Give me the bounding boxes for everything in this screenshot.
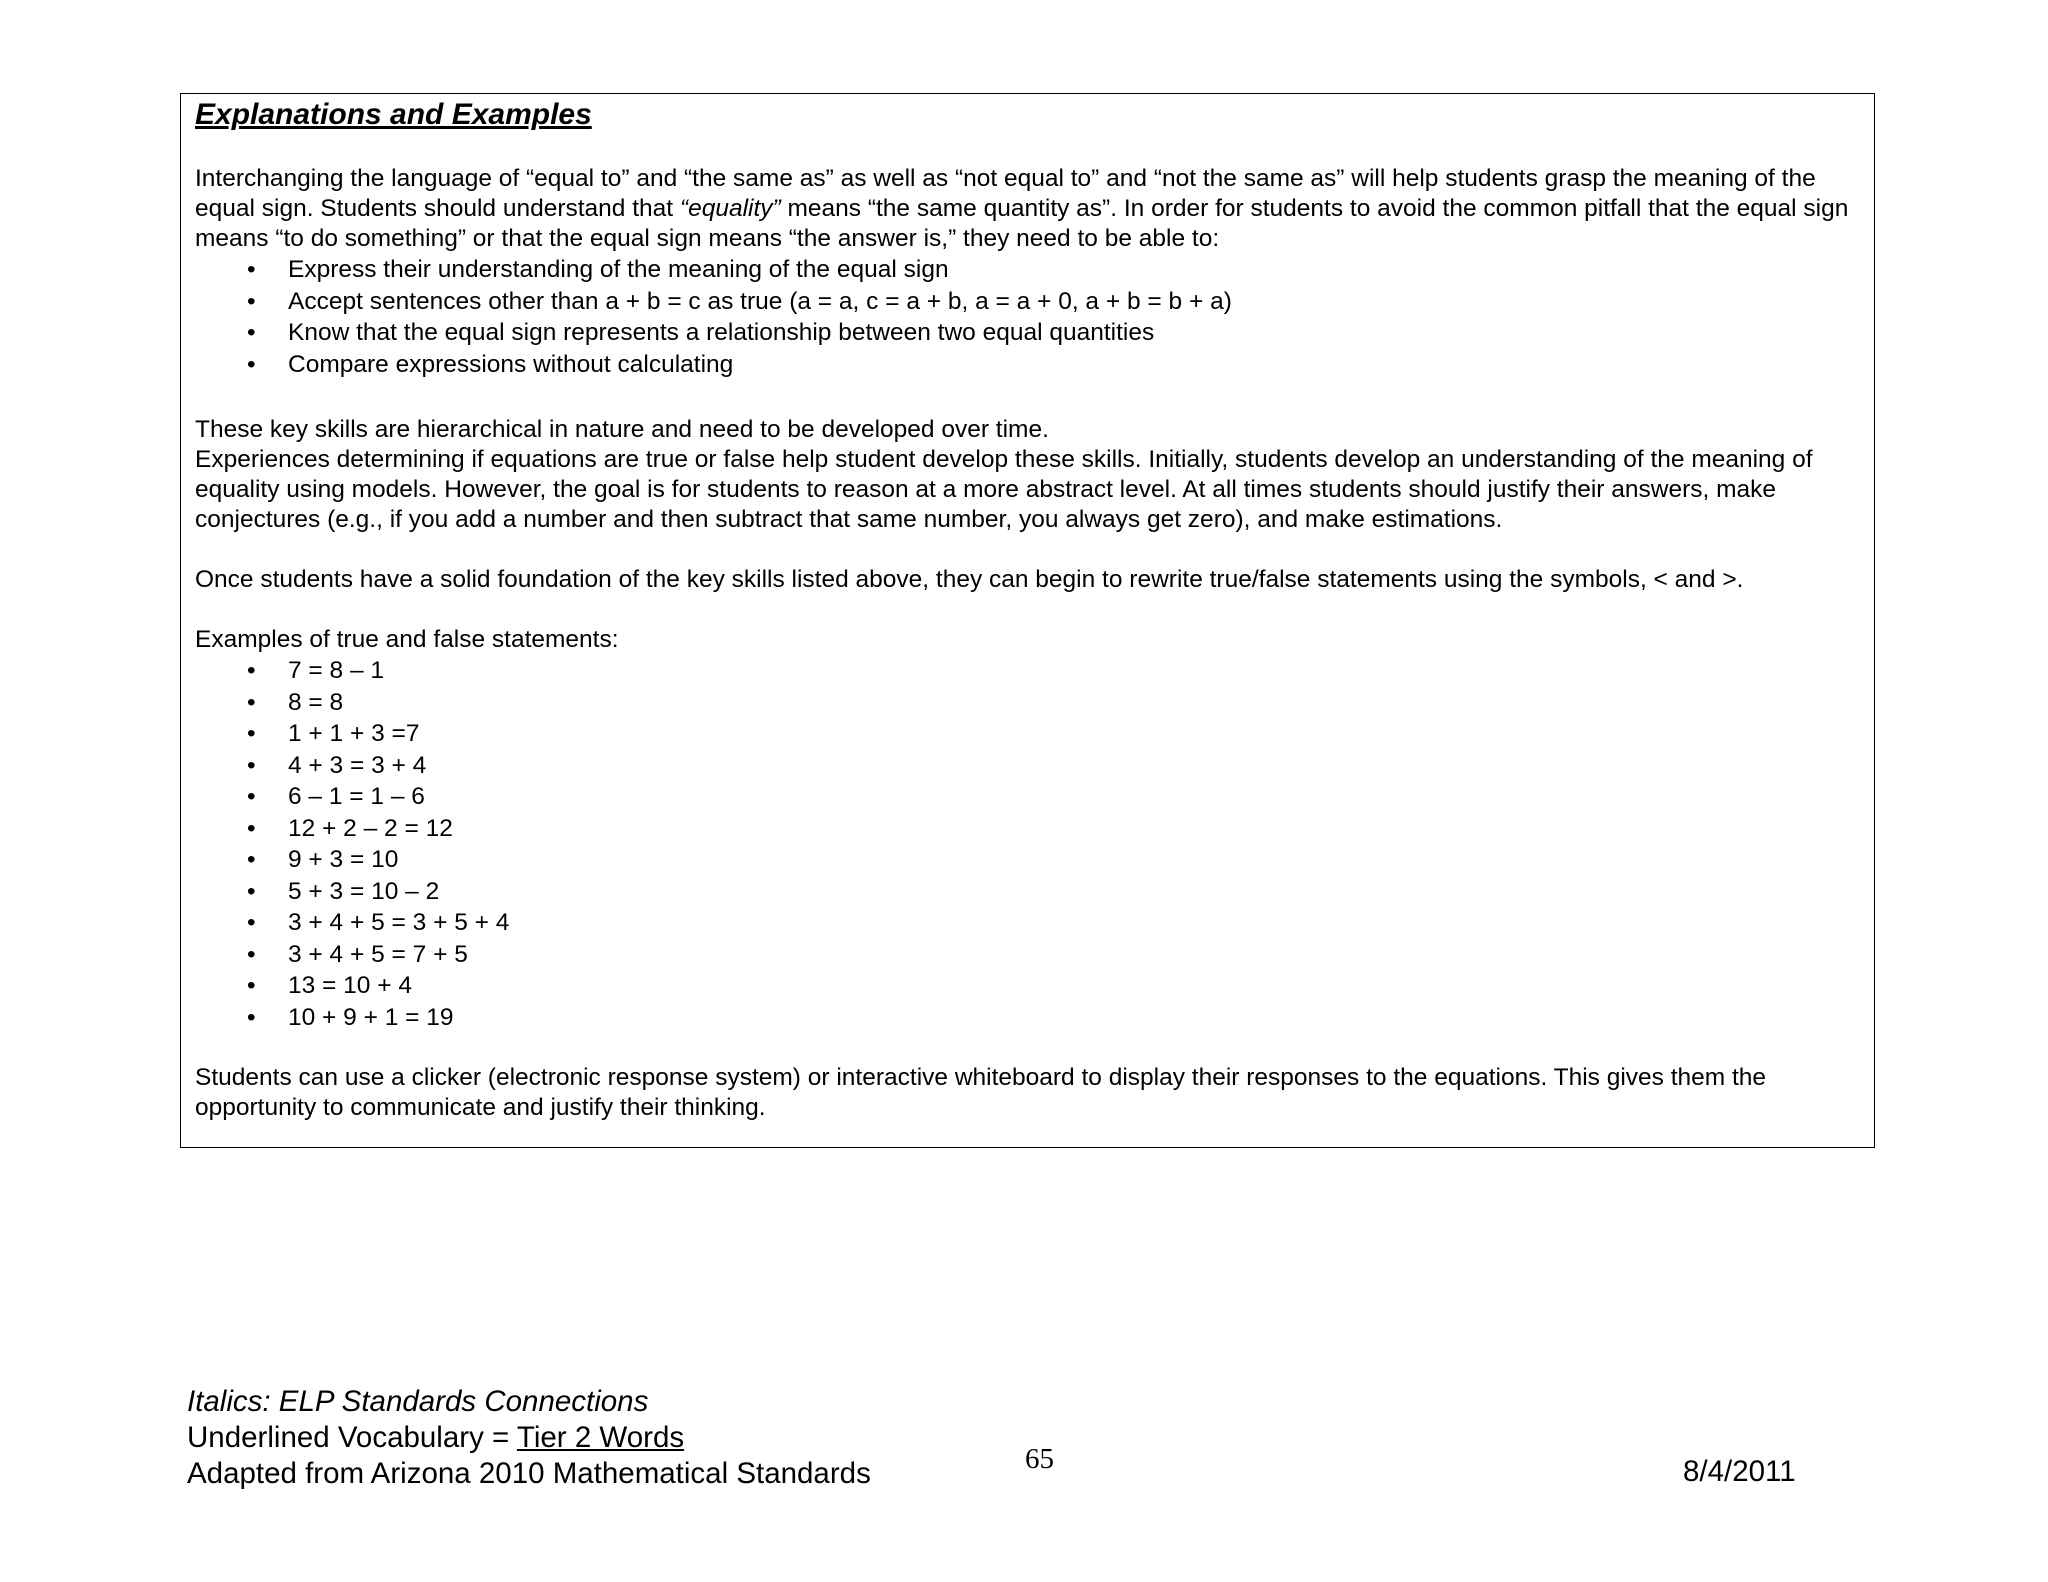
vocabulary-prefix: Underlined Vocabulary = bbox=[187, 1421, 517, 1454]
footer-date: 8/4/2011 bbox=[1683, 1455, 1796, 1488]
bullet-icon: • bbox=[247, 350, 256, 378]
bullet-icon: • bbox=[247, 846, 256, 873]
example-text: 13 = 10 + 4 bbox=[288, 972, 412, 999]
intro-paragraph bbox=[195, 164, 1860, 254]
equality-term: “equality” bbox=[679, 195, 781, 222]
example-text: 4 + 3 = 3 + 4 bbox=[288, 751, 427, 779]
bullet-icon: • bbox=[247, 319, 256, 346]
list-item bbox=[195, 907, 1860, 939]
example-text: 5 + 3 = 10 – 2 bbox=[288, 877, 440, 905]
bullet-icon: • bbox=[247, 287, 256, 315]
example-text: 9 + 3 = 10 bbox=[288, 846, 399, 873]
tier2-words: Tier 2 Words bbox=[516, 1421, 685, 1454]
section-heading: Explanations and Examples bbox=[195, 98, 592, 131]
list-item bbox=[195, 781, 1860, 813]
examples-list bbox=[195, 655, 1860, 1033]
list-item bbox=[195, 750, 1860, 782]
example-text: 7 = 8 – 1 bbox=[288, 657, 385, 684]
bullet-icon: • bbox=[247, 1003, 256, 1031]
bullet-icon: • bbox=[247, 940, 256, 968]
source-line: Adapted from Arizona 2010 Mathematical Standards bbox=[187, 1457, 871, 1490]
bullet-icon: • bbox=[247, 909, 256, 936]
example-text: 3 + 4 + 5 = 7 + 5 bbox=[288, 940, 468, 968]
intro-part1: Interchanging the language of “equal to” and “the same as” as well as “not equal to” and “not the same as” will help students grasp the meaning of the equal sign. Students should understand that bbox=[195, 165, 1816, 222]
hierarchy-sentence: These key skills are hierarchical in nature and need to be developed over time. bbox=[195, 416, 1049, 443]
list-item bbox=[195, 317, 1860, 349]
bullet-icon: • bbox=[247, 877, 256, 905]
example-text: 1 + 1 + 3 =7 bbox=[288, 720, 420, 747]
skill-text: Know that the equal sign represents a relationship between two equal quantities bbox=[288, 319, 1155, 346]
page-number: 65 bbox=[1025, 1443, 1054, 1475]
example-text: 6 – 1 = 1 – 6 bbox=[288, 783, 425, 810]
list-item bbox=[195, 254, 1860, 286]
bullet-icon: • bbox=[247, 720, 256, 747]
vocabulary-legend bbox=[187, 1420, 871, 1456]
bullet-icon: • bbox=[247, 657, 256, 684]
closing-paragraph: Students can use a clicker (electronic response system) or interactive whiteboard to display their responses to the equations. This gives them the opportunity to communicate and justify their thinking. bbox=[195, 1064, 1767, 1121]
list-item bbox=[195, 970, 1860, 1002]
bullet-icon: • bbox=[247, 814, 256, 842]
bullet-icon: • bbox=[247, 688, 256, 716]
list-item bbox=[195, 876, 1860, 908]
skill-text: Compare expressions without calculating bbox=[288, 350, 734, 378]
list-item bbox=[195, 286, 1860, 318]
list-item bbox=[195, 718, 1860, 750]
skill-text: Express their understanding of the meaning of the equal sign bbox=[288, 256, 949, 283]
intro-part2: means “the same quantity as”. In order for students to avoid the common pitfall that the equal sign means “to do something” or that the equal sign means “the answer is,” they need to be able to: bbox=[195, 195, 1849, 252]
list-item bbox=[195, 687, 1860, 719]
example-text: 12 + 2 – 2 = 12 bbox=[288, 814, 453, 842]
list-item bbox=[195, 939, 1860, 971]
skills-list bbox=[195, 254, 1860, 380]
example-text: 3 + 4 + 5 = 3 + 5 + 4 bbox=[288, 909, 510, 936]
footer-legend bbox=[187, 1384, 871, 1492]
experiences-paragraph: Experiences determining if equations are true or false help student develop these skills. Initially, students develop an understanding of the meaning of equality using models. However, the goal is for students to reason at a more abstract level. At all times students should justify their answers, make conjectures (e.g., if you add a number and then subtract that same number, you always get zero), and make estimations. bbox=[195, 446, 1813, 533]
bullet-icon: • bbox=[247, 783, 256, 810]
list-item bbox=[195, 813, 1860, 845]
example-text: 10 + 9 + 1 = 19 bbox=[288, 1003, 454, 1031]
bullet-icon: • bbox=[247, 256, 256, 283]
list-item bbox=[195, 844, 1860, 876]
list-item bbox=[195, 1002, 1860, 1034]
bullet-icon: • bbox=[247, 751, 256, 779]
skill-text: Accept sentences other than a + b = c as true (a = a, c = a + b, a = a + 0, a + b = b + a) bbox=[288, 287, 1232, 315]
bullet-icon: • bbox=[247, 972, 256, 999]
explanations-box bbox=[180, 93, 1875, 1148]
list-item bbox=[195, 655, 1860, 687]
foundation-paragraph: Once students have a solid foundation of the key skills listed above, they can begin to rewrite true/false statements using the symbols, < and >. bbox=[195, 566, 1744, 593]
list-item bbox=[195, 349, 1860, 381]
example-text: 8 = 8 bbox=[288, 688, 344, 716]
italics-legend: Italics: ELP Standards Connections bbox=[187, 1385, 649, 1418]
examples-intro: Examples of true and false statements: bbox=[195, 626, 619, 653]
